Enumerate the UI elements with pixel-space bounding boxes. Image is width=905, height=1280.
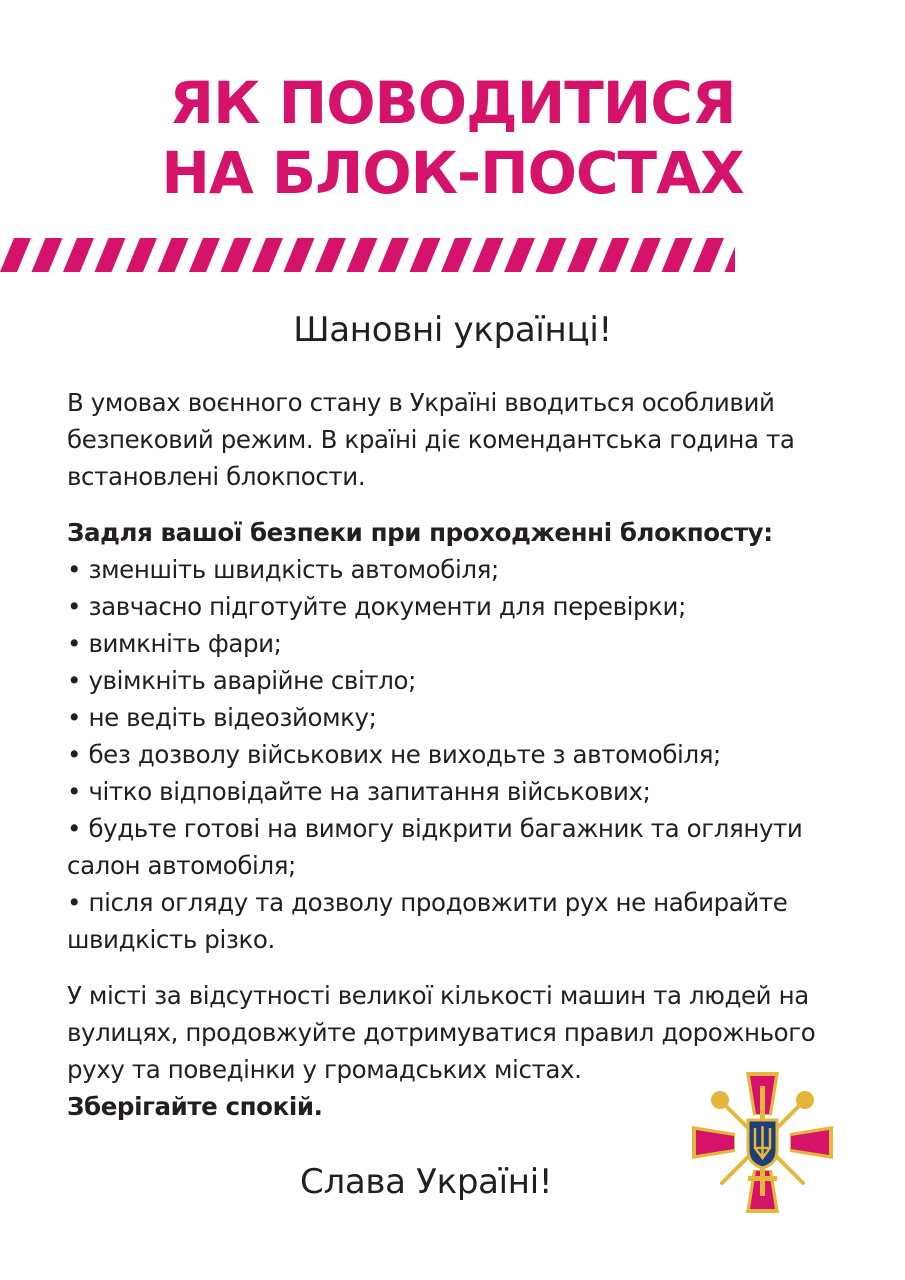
hazard-stripe [410,238,441,272]
hazard-stripe [347,238,378,272]
intro-paragraph: В умовах воєнного стану в Україні вводиться особливий безпековий режим. В країні діє комендантська година та встановлені блокпости. [67,388,795,491]
outro-paragraph: У місті за відсутності великої кількості машин та людей на вулицях, продовжуйте дотримуватися правил дорожнього руху та поведінки у громадських містах. [67,981,816,1084]
title-line-1: ЯК ПОВОДИТИСЯ [169,69,736,137]
hazard-stripe [473,238,504,272]
hazard-stripe [693,238,724,272]
hazard-stripe [158,238,189,272]
list-item: • чітко відповідайте на запитання військових; [67,773,837,810]
list-item: • завчасно підготуйте документи для перевірки; [67,588,837,625]
hazard-stripe [725,238,736,272]
list-item: • зменшіть швидкість автомобіля; [67,551,837,588]
hazard-stripe [441,238,472,272]
list-item: • після огляду та дозволу продовжити рух не набирайте швидкість різко. [67,884,837,958]
hazard-stripe [315,238,346,272]
page-title [0,68,905,208]
hazard-stripe [63,238,94,272]
hazard-stripe [0,238,31,272]
list-item: • будьте готові на вимогу відкрити багажник та оглянути салон автомобіля; [67,810,837,884]
hazard-stripe [567,238,598,272]
hazard-stripe [32,238,63,272]
hazard-stripe [252,238,283,272]
hazard-stripe [599,238,630,272]
list-item: • увімкніть аварійне світло; [67,662,837,699]
body-text [67,384,837,1125]
hazard-stripe [630,238,661,272]
rules-list [67,551,837,958]
title-line-2: НА БЛОК-ПОСТАХ [161,139,744,207]
list-item: • без дозволу військових не виходьте з автомобіля; [67,736,837,773]
hazard-stripe [378,238,409,272]
calm-line: Зберігайте спокій. [67,1092,323,1121]
hazard-stripe [221,238,252,272]
list-item: • не ведіть відеозйомку; [67,699,837,736]
hazard-stripe [284,238,315,272]
list-item: • вимкніть фари; [67,625,837,662]
rules-heading: Задля вашої безпеки при проходженні блокпосту: [67,518,773,547]
greeting: Шановні українці! [293,310,612,350]
hazard-stripe [126,238,157,272]
hazard-stripe [662,238,693,272]
hazard-stripe [536,238,567,272]
hazard-stripe-band [0,238,735,272]
hazard-stripe [95,238,126,272]
hazard-stripe [189,238,220,272]
armed-forces-emblem-icon [690,1070,835,1215]
closing-slogan: Слава Україні! [300,1162,553,1202]
hazard-stripe [504,238,535,272]
